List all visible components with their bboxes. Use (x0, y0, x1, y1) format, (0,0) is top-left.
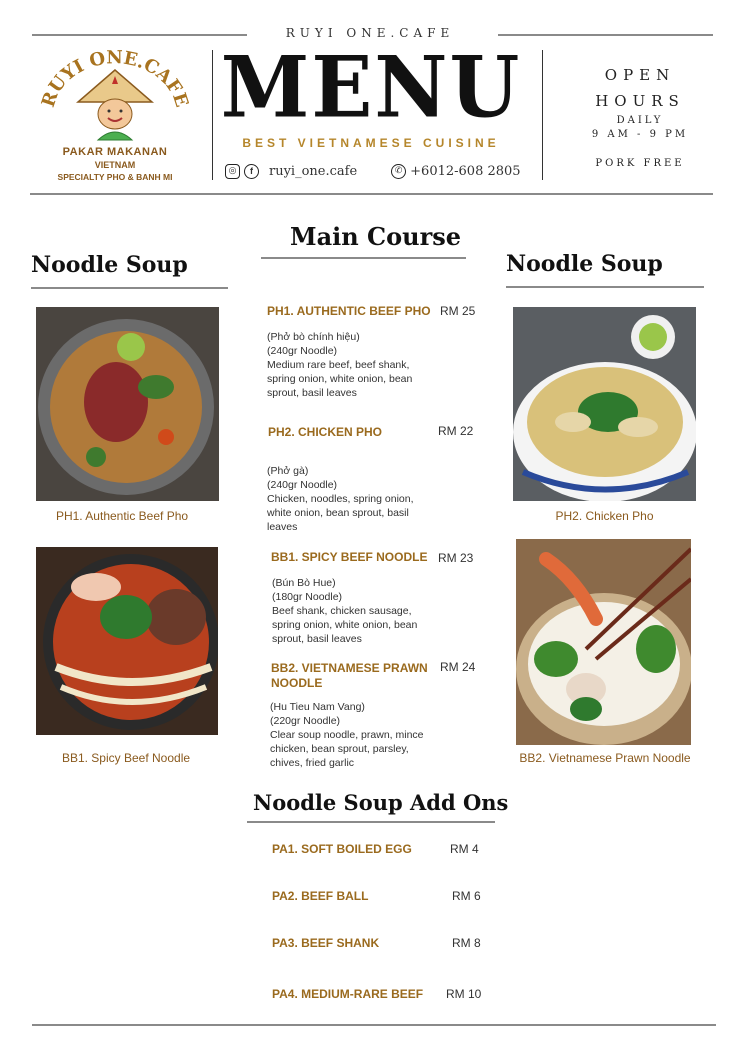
addon-price-pa1: RM 4 (450, 842, 479, 856)
hours-open: OPEN (604, 66, 676, 84)
caption-ph2: PH2. Chicken Pho (555, 509, 654, 523)
item-name-ph2: PH2. CHICKEN PHO (268, 425, 383, 439)
header-rule-left (32, 34, 247, 36)
addon-name-pa1: PA1. SOFT BOILED EGG (272, 842, 412, 856)
phone-number[interactable]: +6012-608 2805 (410, 163, 521, 179)
item-price-ph2: RM 22 (438, 424, 474, 438)
section-title-addons: Noodle Soup Add Ons (253, 790, 509, 815)
logo-arc-text: RUYI ONE.CAFE (40, 48, 190, 110)
photo-bb1-spicy-beef-noodle (36, 547, 218, 735)
addon-name-pa3: PA3. BEEF SHANK (272, 936, 380, 950)
social-row (225, 160, 521, 182)
addon-price-pa4: RM 10 (446, 987, 482, 1001)
cuisine-tagline: BEST VIETNAMESE CUISINE (242, 136, 500, 150)
brand-name-top: RUYI ONE.CAFE (285, 26, 455, 40)
item-name-bb1: BB1. SPICY BEEF NOODLE (271, 550, 428, 564)
social-handle[interactable]: ruyi_one.cafe (269, 163, 358, 179)
header-divider-right (542, 50, 543, 180)
photo-ph2-chicken-pho (513, 307, 696, 501)
section-title-center: Main Course (290, 222, 462, 251)
logo-line-2: VIETNAM (94, 160, 136, 170)
header-divider-left (212, 50, 213, 180)
hours-daily: DAILY (616, 115, 664, 126)
caption-ph1: PH1. Authentic Beef Pho (55, 509, 189, 523)
spicy-beef-bowl-icon (36, 547, 218, 735)
item-desc-bb1: (Bún Bò Hue) (180gr Noodle) Beef shank, chicken sausage, spring onion, white onion, bean sprout, basil leaves (272, 577, 418, 645)
pork-free-label: PORK FREE (595, 158, 685, 169)
section-rule-addons (247, 821, 495, 823)
addon-name-pa4: PA4. MEDIUM-RARE BEEF (272, 987, 424, 1001)
cafe-logo (40, 48, 190, 182)
addon-price-pa2: RM 6 (452, 889, 481, 903)
whatsapp-icon[interactable]: ✆ (391, 164, 406, 179)
item-desc-ph1: (Phở bò chính hiệu) (240gr Noodle) Medium rare beef, beef shank, spring onion, white onion, bean sprout, basil leaves (267, 331, 413, 399)
addon-price-pa3: RM 8 (452, 936, 481, 950)
item-desc-bb2: (Hu Tieu Nam Vang) (220gr Noodle) Clear soup noodle, prawn, mince chicken, bean sprout, parsley, chives, fried garlic (270, 701, 424, 769)
header-rule-right (498, 34, 713, 36)
section-title-left: Noodle Soup (31, 252, 188, 278)
hours-hours: HOURS (595, 92, 685, 110)
facebook-icon[interactable]: f (244, 164, 259, 179)
chicken-pho-bowl-icon (513, 307, 696, 501)
logo-line-1: PAKAR MAKANAN (62, 146, 168, 158)
beef-pho-bowl-icon (36, 307, 219, 501)
photo-ph1-beef-pho (36, 307, 219, 501)
section-title-right: Noodle Soup (506, 251, 663, 277)
caption-bb1: BB1. Spicy Beef Noodle (61, 751, 191, 765)
item-price-bb1: RM 23 (438, 551, 474, 565)
header-rule-bottom (30, 193, 713, 195)
item-price-ph1: RM 25 (440, 304, 476, 318)
section-rule-center (261, 257, 466, 259)
item-price-bb2: RM 24 (440, 660, 476, 674)
item-name-bb2-line2: NOODLE (271, 676, 323, 690)
item-desc-ph2: (Phở gà) (240gr Noodle) Chicken, noodles, spring onion, white onion, bean sprout, basil leaves (267, 465, 414, 533)
section-rule-left (31, 287, 228, 289)
logo-mascot-icon (40, 48, 190, 143)
prawn-noodle-bowl-icon (516, 539, 691, 745)
logo-line-3: SPECIALTY PHO & BANH MI (57, 172, 173, 182)
addon-name-pa2: PA2. BEEF BALL (272, 889, 369, 903)
menu-title: MENU (220, 37, 522, 137)
instagram-icon[interactable]: ◎ (225, 164, 240, 179)
caption-bb2: BB2. Vietnamese Prawn Noodle (519, 751, 691, 765)
section-rule-right (506, 286, 704, 288)
item-name-ph1: PH1. AUTHENTIC BEEF PHO (267, 304, 431, 318)
hours-time: 9 AM - 9 PM (591, 129, 689, 140)
open-hours (570, 62, 710, 169)
footer-rule (32, 1024, 716, 1026)
photo-bb2-prawn-noodle (516, 539, 691, 745)
item-name-bb2-line1: BB2. VIETNAMESE PRAWN (271, 661, 428, 675)
